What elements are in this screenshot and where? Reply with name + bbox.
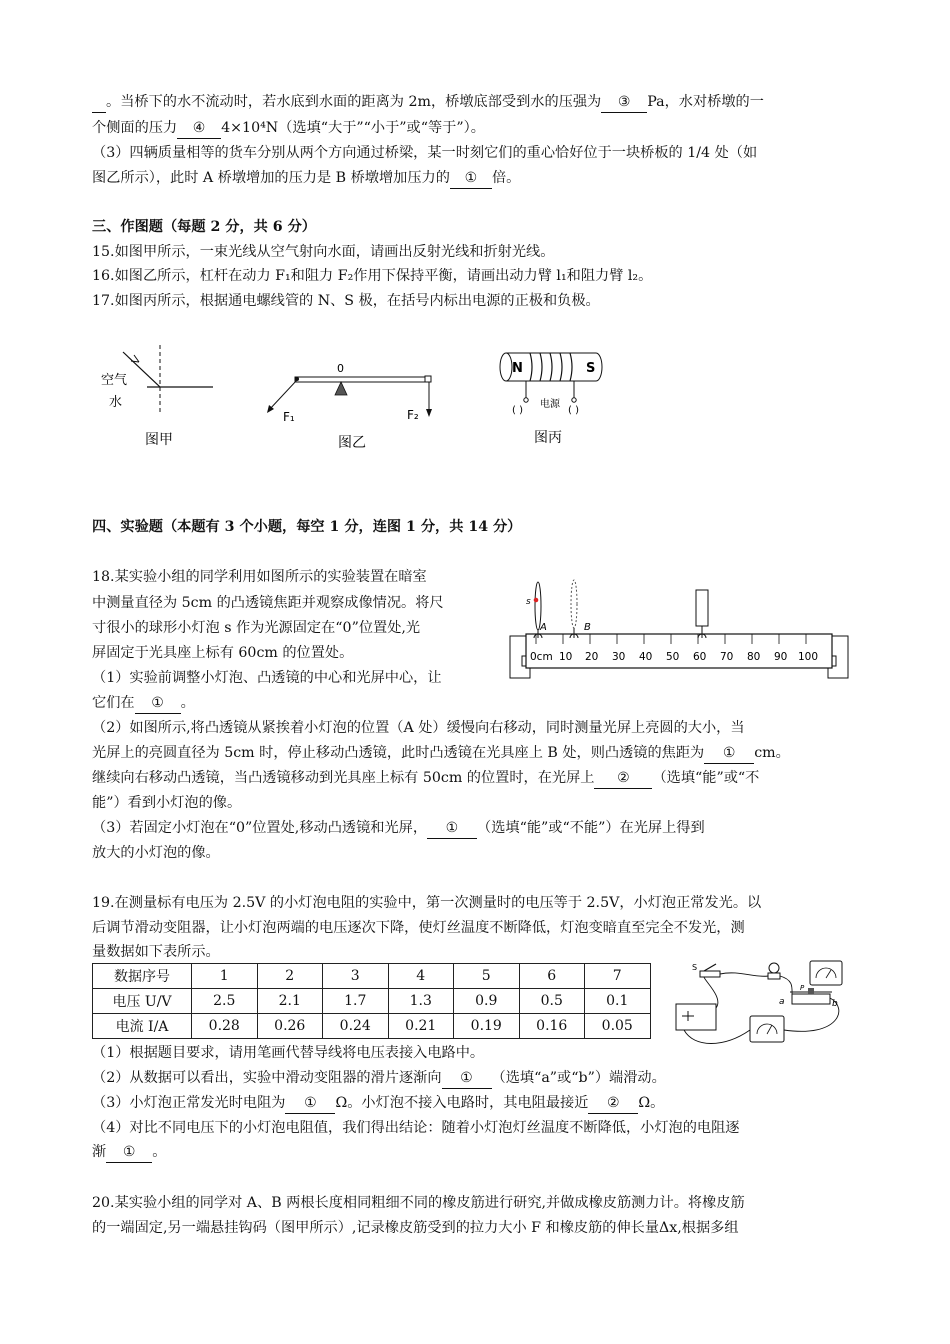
svg-text:70: 70 xyxy=(720,651,734,663)
q14-line-2: 个侧面的压力 ④ 4×10⁴N（选填“大于”“小于”或“等于”）。 xyxy=(92,118,485,139)
table-cell: 6 xyxy=(519,964,585,989)
slider-label: P xyxy=(800,984,805,992)
terminal-right-paren[interactable]: ( ) xyxy=(568,405,579,416)
answer-blank[interactable]: ① xyxy=(135,693,181,714)
q18-line-5: （1）实验前调整小灯泡、凸透镜的中心和光屏中心，让 xyxy=(92,670,442,686)
measurement-table xyxy=(92,963,651,1039)
q18-line-1: 18.某实验小组的同学利用如图所示的实验装置在暗室 xyxy=(92,569,427,585)
answer-blank[interactable]: ① xyxy=(427,818,477,839)
s-pole-label: S xyxy=(586,361,596,376)
lever xyxy=(295,377,430,382)
table-cell: 0.16 xyxy=(519,1014,585,1039)
q19-part-3: （3）小灯泡正常发光时电阻为 ① Ω。小灯泡不接入电路时，其电阻最接近 ② Ω。 xyxy=(92,1093,664,1114)
position-b-label: B xyxy=(584,622,591,633)
q14-line-3: （3）四辆质量相等的货车分别从两个方向通过桥梁，某一时刻它们的重心恰好位于一块桥板的 1/4 处（如 xyxy=(92,145,758,161)
table-cell: 1.7 xyxy=(323,989,389,1014)
q18-line-3: 寸很小的球形小灯泡 s 作为光源固定在“0”位置处,光 xyxy=(92,620,421,636)
q19-part-1: （1）根据题目要求，请用笔画代替导线将电压表接入电路中。 xyxy=(92,1045,485,1061)
table-cell: 3 xyxy=(323,964,389,989)
svg-text:50: 50 xyxy=(666,651,680,663)
rheostat xyxy=(792,994,830,1004)
air-label: 空气 xyxy=(101,373,128,388)
question-16: 16.如图乙所示，杠杆在动力 F₁和阻力 F₂作用下保持平衡，请画出动力臂 l₁和阻力臂 l₂。 xyxy=(92,268,653,284)
q18-line-12: 放大的小灯泡的像。 xyxy=(92,845,220,861)
terminal-left-paren[interactable]: ( ) xyxy=(512,405,523,416)
svg-text:30: 30 xyxy=(612,651,626,663)
figure-caption: 图甲 xyxy=(145,432,173,448)
svg-text:80: 80 xyxy=(747,651,761,663)
table-cell: 0.5 xyxy=(519,989,585,1014)
switch-label: S xyxy=(692,963,698,972)
q20-line-2: 的一端固定,另一端悬挂钩码（图甲所示）,记录橡皮筋受到的拉力大小 F 和橡皮筋的伸长量Δx,根据多组 xyxy=(92,1220,739,1236)
svg-text:40: 40 xyxy=(639,651,653,663)
table-cell: 0.05 xyxy=(585,1014,651,1039)
table-cell: 2.5 xyxy=(192,989,258,1014)
table-cell: 0.9 xyxy=(454,989,520,1014)
figure-bing xyxy=(490,340,620,450)
force-f1-arrow xyxy=(269,380,297,410)
table-cell: 电压 U/V xyxy=(93,989,192,1014)
fulcrum xyxy=(335,382,347,395)
svg-text:20: 20 xyxy=(585,651,599,663)
answer-blank[interactable]: ③ xyxy=(601,92,647,113)
q18-line-10: 能”）看到小灯泡的像。 xyxy=(92,795,242,811)
bulb-s xyxy=(534,598,539,603)
q18-line-6: 它们在 ① 。 xyxy=(92,693,195,714)
table-cell: 0.21 xyxy=(388,1014,454,1039)
section-3-heading: 三、作图题（每题 2 分，共 6 分） xyxy=(92,219,316,235)
figure-caption: 图丙 xyxy=(534,430,562,446)
q18-line-4: 屏固定于光具座上标有 60cm 的位置处。 xyxy=(92,645,354,661)
table-cell: 0.26 xyxy=(257,1014,323,1039)
q19-part-4: （4）对比不同电压下的小灯泡电阻值，我们得出结论：随着小灯泡灯丝温度不断降低，小灯泡的电阻逐 xyxy=(92,1120,740,1136)
table-cell: 0.1 xyxy=(585,989,651,1014)
table-cell: 5 xyxy=(454,964,520,989)
bulb-label: s xyxy=(526,597,531,607)
table-row xyxy=(93,1014,651,1039)
answer-blank[interactable]: ① xyxy=(106,1142,152,1163)
position-a-label: A xyxy=(540,622,547,633)
answer-blank[interactable]: ① xyxy=(704,743,754,764)
figure-yi xyxy=(255,360,445,455)
figure-jia xyxy=(95,340,225,452)
answer-blank[interactable]: ① xyxy=(442,1068,492,1089)
voltmeter xyxy=(810,961,842,985)
pivot-label: 0 xyxy=(337,362,344,375)
question-17: 17.如图丙所示，根据通电螺线管的 N、S 极，在括号内标出电源的正极和负极。 xyxy=(92,293,600,309)
q18-line-7: （2）如图所示,将凸透镜从紧挨着小灯泡的位置（A 处）缓慢向右移动，同时测量光屏上亮圆的大小，当 xyxy=(92,720,745,736)
table-row xyxy=(93,989,651,1014)
n-pole-label: N xyxy=(512,361,523,376)
question-15: 15.如图甲所示，一束光线从空气射向水面，请画出反射光线和折射光线。 xyxy=(92,244,555,260)
section-4-heading: 四、实验题（本题有 3 个小题，每空 1 分，连图 1 分，共 14 分） xyxy=(92,519,522,535)
svg-text:60: 60 xyxy=(693,651,707,663)
end-b-label: b xyxy=(832,999,838,1009)
optical-bench-figure xyxy=(508,578,854,682)
power-supply xyxy=(676,1004,716,1030)
q19-part-2: （2）从数据可以看出，实验中滑动变阻器的滑片逐渐向 ① （选填“a”或“b”）端滑动。 xyxy=(92,1068,666,1089)
screen xyxy=(696,590,708,626)
table-cell: 2 xyxy=(257,964,323,989)
table-cell: 2.1 xyxy=(257,989,323,1014)
answer-blank[interactable]: ② xyxy=(588,1093,638,1114)
water-label: 水 xyxy=(109,395,123,410)
q19-line-1: 19.在测量标有电压为 2.5V 的小灯泡电阻的实验中，第一次测量时的电压等于 2.5V，小灯泡正常发光。以 xyxy=(92,895,762,911)
q18-line-2: 中测量直径为 5cm 的凸透镜焦距并观察成像情况。将尺 xyxy=(92,595,444,611)
end-a-label: a xyxy=(779,997,785,1007)
q14-line-1: 。当桥下的水不流动时，若水底到水面的距离为 2m，桥墩底部受到水的压强为 ③ Pa，水对桥墩的一 xyxy=(92,92,764,113)
svg-text:0cm: 0cm xyxy=(530,651,553,663)
table-cell: 0.19 xyxy=(454,1014,520,1039)
q19-part-5: 渐 ① 。 xyxy=(92,1142,166,1163)
table-row xyxy=(93,964,651,989)
svg-text:100: 100 xyxy=(798,651,819,663)
table-cell: 电流 I/A xyxy=(93,1014,192,1039)
answer-blank[interactable]: ① xyxy=(450,168,492,189)
table-cell: 0.24 xyxy=(323,1014,389,1039)
q19-line-3: 量数据如下表所示。 xyxy=(92,944,220,960)
q18-line-8: 光屏上的亮圆直径为 5cm 时，停止移动凸透镜，此时凸透镜在光具座上 B 处，则凸透镜的焦距为 ① cm。 xyxy=(92,743,790,764)
switch xyxy=(700,971,720,977)
answer-blank[interactable] xyxy=(92,92,106,113)
svg-text:10: 10 xyxy=(559,651,573,663)
figure-caption: 图乙 xyxy=(338,435,366,451)
table-cell: 0.28 xyxy=(192,1014,258,1039)
f1-label: F₁ xyxy=(283,410,295,424)
table-cell: 7 xyxy=(585,964,651,989)
q20-line-1: 20.某实验小组的同学对 A、B 两根长度相同粗细不同的橡皮筋进行研究,并做成橡皮筋测力计。将橡皮筋 xyxy=(92,1195,745,1211)
table-cell: 4 xyxy=(388,964,454,989)
answer-blank[interactable]: ① xyxy=(285,1093,335,1114)
circuit-figure xyxy=(664,958,864,1058)
answer-blank[interactable]: ② xyxy=(594,768,652,789)
svg-text:90: 90 xyxy=(774,651,788,663)
q14-line-4: 图乙所示），此时 A 桥墩增加的压力是 B 桥墩增加压力的 ① 倍。 xyxy=(92,168,520,189)
table-cell: 1.3 xyxy=(388,989,454,1014)
incident-ray xyxy=(123,352,160,387)
bulb xyxy=(769,963,779,973)
q19-line-2: 后调节滑动变阻器，让小灯泡两端的电压逐次下降，使灯丝温度不断降低，灯泡变暗直至完全不发光，测 xyxy=(92,920,745,936)
q18-line-11: （3）若固定小灯泡在“0”位置处,移动凸透镜和光屏， ① （选填“能”或“不能”）在光屏上得到 xyxy=(92,818,705,839)
f2-label: F₂ xyxy=(407,408,419,422)
ammeter xyxy=(750,1016,784,1042)
answer-blank[interactable]: ④ xyxy=(177,118,221,139)
table-cell: 1 xyxy=(192,964,258,989)
table-cell: 数据序号 xyxy=(93,964,192,989)
power-label: 电源 xyxy=(540,399,560,410)
lens-at-b xyxy=(571,580,577,628)
q18-line-9: 继续向右移动凸透镜，当凸透镜移动到光具座上标有 50cm 的位置时，在光屏上 ② （选填“能”或“不 xyxy=(92,768,759,789)
